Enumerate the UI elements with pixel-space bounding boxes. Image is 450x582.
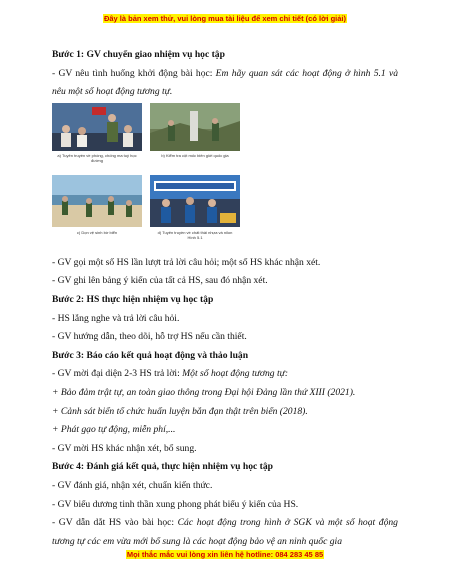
figure-c [52,175,142,251]
step3-bullet: + Phát gạo tự động, miễn phí,... [52,424,176,436]
step3-line: - GV mời đại diện 2-3 HS trả lời: Một số hoạt động tương tự: [52,368,289,380]
step4-heading: Bước 4: Đánh giá kết quả, thực hiện nhiệm vụ học tập [52,461,273,473]
step1-heading: Bước 1: GV chuyển giao nhiệm vụ học tập [52,49,225,60]
preview-banner [0,14,450,23]
preview-banner-text: Đây là bản xem thử, vui lòng mua tài liệu để xem chi tiết (có lời giải) [103,14,347,23]
figure-label: Hình 5.1 [187,234,203,240]
step3-bullet: + Bảo đảm trật tự, an toàn giao thông trong Đại hội Đảng lần thứ XIII (2021). [52,386,356,398]
step3-bullet: + Cảnh sát biển tổ chức huấn luyện bắn đạn thật trên biển (2018). [52,405,308,417]
figure-b [150,103,240,173]
figure-5-1 [52,103,398,251]
figure-c-caption: c) Dọn vệ sinh bờ biển [76,229,118,235]
figure-a-photo [52,103,142,151]
figure-b-caption: b) Kiểm tra cột mốc biên giới quốc gia [161,152,229,158]
step2-line: - GV hướng dẫn, theo dõi, hỗ trợ HS nếu cần thiết. [52,331,247,343]
figure-d [150,175,240,251]
step1-line: - GV gọi một số HS lần lượt trả lời câu hỏi; một số HS khác nhận xét. [52,256,321,268]
figure-c-photo [52,175,142,227]
document-body [52,46,398,551]
step1-instruction: - GV nêu tình huống khởi động bài học: Em hãy quan sát các hoạt động ở hình 5.1 và nêu một số hoạt động tương tự. [52,67,398,98]
figure-a-caption: a) Tuyên truyền về phòng, chống ma tuý học đường [57,152,137,163]
hotline-banner-text: Mọi thắc mắc vui lòng xin liên hệ hotline: 084 283 45 85 [126,550,324,559]
figure-d-photo [150,175,240,227]
step2-line: - HS lắng nghe và trả lời câu hỏi. [52,312,180,324]
hotline-banner [0,550,450,559]
step3-heading: Bước 3: Báo cáo kết quả hoạt động và thảo luận [52,349,249,361]
figure-d-caption: d) Tuyên truyền về chất thải nhựa và nilon Hình 5.1 [157,229,233,240]
step2-heading: Bước 2: HS thực hiện nhiệm vụ học tập [52,293,214,305]
step4-line: - GV biểu dương tinh thần xung phong phát biểu ý kiến của HS. [52,498,299,510]
step3-line: - GV mời HS khác nhận xét, bổ sung. [52,442,197,454]
figure-a [52,103,142,173]
figure-b-photo [150,103,240,151]
step1-line: - GV ghi lên bảng ý kiến của tất cả HS, sau đó nhận xét. [52,275,268,287]
step4-line: - GV dẫn dắt HS vào bài học: Các hoạt động trong hình ở SGK và một số hoạt động tương tự các em vừa mới bổ sung là các hoạt động bảo vệ an ninh quốc gia [52,517,398,547]
step4-line: - GV đánh giá, nhận xét, chuẩn kiến thức. [52,479,213,491]
